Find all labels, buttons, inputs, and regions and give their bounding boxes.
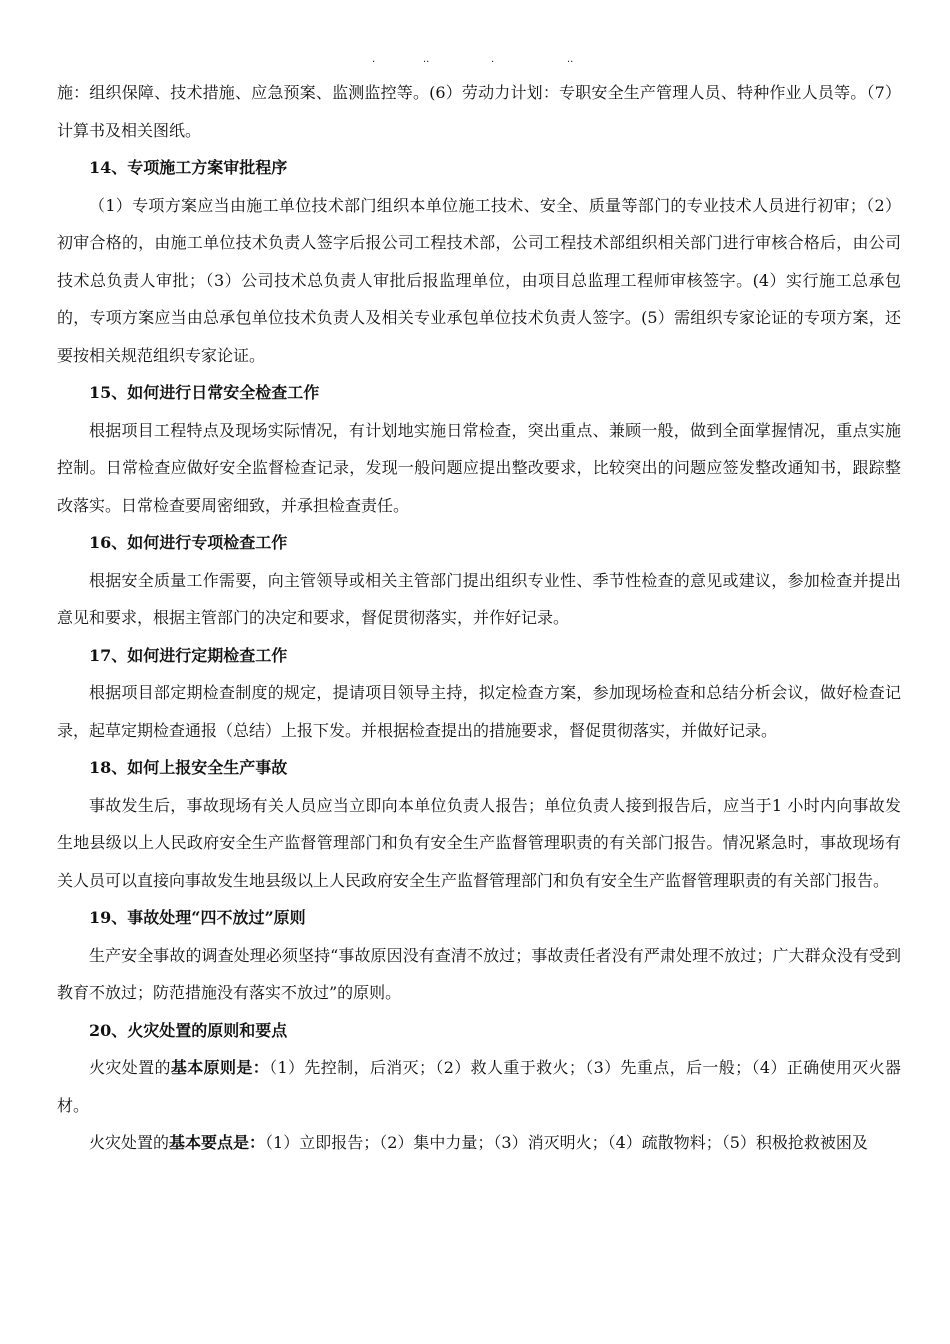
header-mark: .. (567, 54, 574, 65)
text-run: （1）先控制，后消灭；（2）救人重于救火；（3）先重点，后一般；（4）正确使用灭火器材。 (57, 1058, 901, 1115)
text-run: 火灾处置的 (89, 1058, 171, 1077)
section-body-15: 根据项目工程特点及现场实际情况，有计划地实施日常检查，突出重点、兼顾一般，做到全面掌握情况，重点实施控制。日常检查应做好安全监督检查记录，发现一般问题应提出整改要求，比较突出的问题应签发整改通知书，跟踪整改落实。日常检查要周密细致，并承担检查责任。 (57, 420, 901, 515)
bold-text-run: 基本要点是： (169, 1133, 266, 1152)
section-body-20-principles (57, 1049, 901, 1124)
section-body-16: 根据安全质量工作需要，向主管领导或相关主管部门提出组织专业性、季节性检查的意见或建议，参加检查并提出意见和要求，根据主管部门的决定和要求，督促贯彻落实，并作好记录。 (57, 570, 901, 627)
section-body-18: 事故发生后，事故现场有关人员应当立即向本单位负责人报告；单位负责人接到报告后，应当于1 小时内向事故发生地县级以上人民政府安全生产监督管理部门和负有安全生产监督管理职责的有关部门报告。情况紧急时，事故现场有关人员可以直接向事故发生地县级以上人民政府安全生产监督管理部门和负有安全生产监督管理职责的有关部门报告。 (57, 795, 901, 890)
header-mark: .. (423, 54, 430, 65)
section-body-19: 生产安全事故的调查处理必须坚持“事故原因没有查清不放过；事故责任者没有严肃处理不放过；广大群众没有受到教育不放过；防范措施没有落实不放过”的原则。 (57, 945, 901, 1002)
section-heading-14: 14、专项施工方案审批程序 (89, 158, 288, 177)
page-header-marks (0, 54, 950, 66)
section-body-20-key-points (57, 1124, 901, 1162)
section-heading-19: 19、事故处理“四不放过”原则 (89, 908, 306, 927)
bold-text-run: 基本原则是： (170, 1058, 270, 1077)
section-heading-15: 15、如何进行日常安全检查工作 (89, 383, 320, 402)
section-heading-18: 18、如何上报安全生产事故 (89, 758, 288, 777)
section-heading-16: 16、如何进行专项检查工作 (89, 533, 288, 552)
section-body-17: 根据项目部定期检查制度的规定，提请项目领导主持，拟定检查方案，参加现场检查和总结分析会议，做好检查记录，起草定期检查通报（总结）上报下发。并根据检查提出的措施要求，督促贯彻落实，并做好记录。 (57, 683, 901, 740)
section-body-14: （1）专项方案应当由施工单位技术部门组织本单位施工技术、安全、质量等部门的专业技术人员进行初审；（2）初审合格的，由施工单位技术负责人签字后报公司工程技术部，公司工程技术部组织相关部门进行审核合格后，由公司技术总负责人审批；（3）公司技术总负责人审批后报监理单位，由项目总监理工程师审核签字。(4）实行施工总承包的，专项方案应当由总承包单位技术负责人及相关专业承包单位技术负责人签字。(5）需组织专家论证的专项方案，还要按相关规范组织专家论证。 (57, 195, 901, 365)
text-run: 火灾处置的 (89, 1133, 170, 1152)
text-run: （1）立即报告；（2）集中力量；（3）消灭明火；（4）疏散物料；（5）积极抢救被困及 (265, 1133, 868, 1152)
header-mark: . (372, 54, 376, 65)
document-body (57, 74, 901, 1162)
header-mark: . (491, 54, 495, 65)
paragraph-continued: 施：组织保障、技术措施、应急预案、监测监控等。(6）劳动力计划：专职安全生产管理人员、特种作业人员等。（7）计算书及相关图纸。 (57, 83, 901, 140)
section-heading-20: 20、火灾处置的原则和要点 (89, 1020, 288, 1040)
section-heading-17: 17、如何进行定期检查工作 (89, 645, 288, 665)
